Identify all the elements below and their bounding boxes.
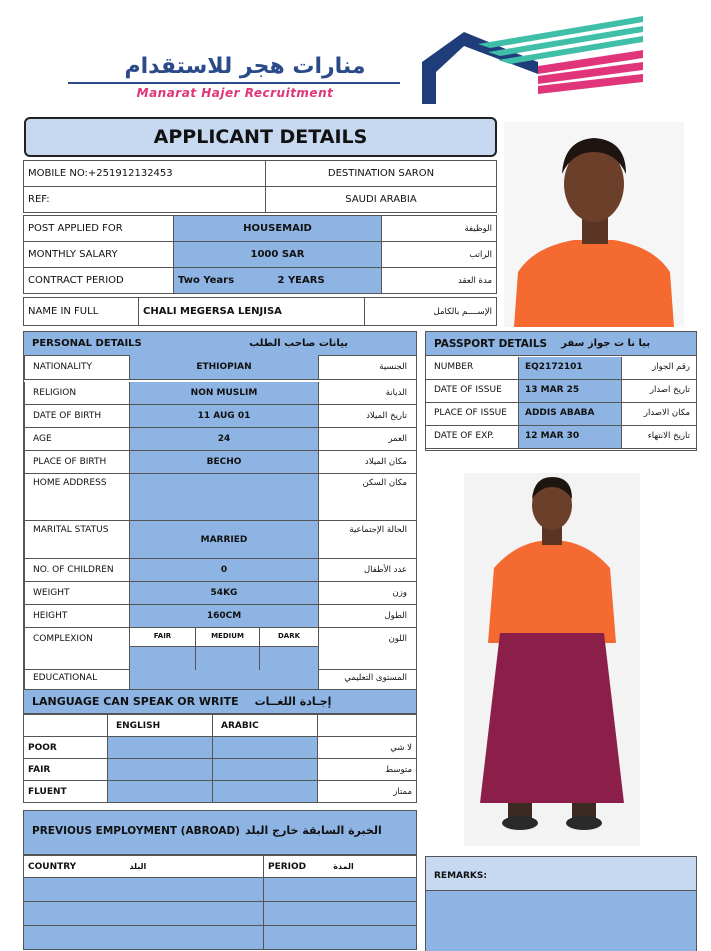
ref-number: REF: xyxy=(24,187,266,213)
passport-header xyxy=(426,332,696,356)
language-level-poor: POOR xyxy=(24,737,108,759)
destination-country: SAUDI ARABIA xyxy=(266,187,497,213)
personal-row xyxy=(23,474,417,521)
name-table xyxy=(23,297,497,326)
passport-value: EQ2172101 xyxy=(518,357,622,379)
page-title-text: APPLICANT DETAILS xyxy=(153,126,368,148)
contract-value-years: 2 YEARS xyxy=(274,268,382,294)
passport-row xyxy=(425,357,697,380)
period-arabic: المدة xyxy=(333,861,354,871)
employment-row xyxy=(24,902,264,926)
personal-arabic: عدد الأطفال xyxy=(363,565,407,575)
complexion-medium-cell xyxy=(195,646,259,670)
house-roof-icon xyxy=(418,14,648,106)
logo xyxy=(60,14,700,106)
english-fluent-cell xyxy=(108,781,213,803)
personal-row xyxy=(23,559,417,582)
personal-label: NATIONALITY xyxy=(24,355,129,379)
personal-arabic: الديانة xyxy=(385,388,407,398)
page-title xyxy=(24,117,497,157)
post-arabic: الوظيفة xyxy=(382,216,497,242)
personal-label: WEIGHT xyxy=(24,582,129,604)
personal-label: NO. OF CHILDREN xyxy=(24,559,129,581)
language-corner xyxy=(24,715,108,737)
logo-arabic-text: منارات هجر للاستقدام xyxy=(124,54,366,79)
personal-value: 54KG xyxy=(129,582,319,604)
country-arabic: البلد xyxy=(129,861,147,871)
employment-row xyxy=(24,878,264,902)
name-label: NAME IN FULL xyxy=(24,298,139,326)
passport-header-arabic: بيا نا ت جواز سفر xyxy=(561,338,651,349)
personal-arabic: الجنسية xyxy=(379,362,407,372)
passport-value: ADDIS ABABA xyxy=(518,403,622,425)
personal-row xyxy=(23,355,417,380)
employment-header xyxy=(23,810,417,855)
personal-label: RELIGION xyxy=(24,382,129,404)
personal-label: HEIGHT xyxy=(24,605,129,627)
english-fair-cell xyxy=(108,759,213,781)
english-poor-cell xyxy=(108,737,213,759)
passport-label: PLACE OF ISSUE xyxy=(434,408,507,418)
complexion-dark: DARK xyxy=(259,628,319,646)
top-info-table xyxy=(23,160,497,213)
period-label: PERIOD xyxy=(268,861,307,872)
personal-value: BECHO xyxy=(129,451,319,473)
personal-arabic: تاريخ الميلاد xyxy=(366,411,407,421)
salary-value: 1000 SAR xyxy=(174,242,382,268)
remarks-label: REMARKS: xyxy=(434,871,487,881)
english-header: ENGLISH xyxy=(108,715,213,737)
arabic-header: ARABIC xyxy=(213,715,318,737)
employment-row xyxy=(24,926,264,950)
remarks-label-row xyxy=(426,857,696,891)
personal-label: AGE xyxy=(24,428,129,450)
complexion-arabic: اللون xyxy=(388,634,407,644)
contract-value-words: Two Years xyxy=(174,268,274,294)
arabic-fluent-cell xyxy=(213,781,318,803)
destination: DESTINATION SARON xyxy=(266,161,497,187)
passport-arabic: مكان الاصدار xyxy=(643,408,690,418)
country-header xyxy=(24,856,264,878)
language-level-fluent: FLUENT xyxy=(24,781,108,803)
educational-label: EDUCATIONAL xyxy=(24,670,129,689)
passport-value: 12 MAR 30 xyxy=(518,426,622,448)
language-level-fair: FAIR xyxy=(24,759,108,781)
personal-row xyxy=(23,582,417,605)
educational-arabic: المستوى التعليمي xyxy=(344,673,407,683)
employment-row-period xyxy=(264,926,417,950)
personal-row xyxy=(23,605,417,628)
passport-arabic: تاريخ اصدار xyxy=(649,385,690,395)
language-table xyxy=(23,714,417,803)
language-level-fair-arabic: متوسط xyxy=(318,759,417,781)
personal-arabic: وزن xyxy=(392,588,407,598)
personal-value: 160CM xyxy=(129,605,319,627)
employment-header-arabic: الخبرة السابقة خارج البلد xyxy=(245,824,382,837)
post-label: POST APPLIED FOR xyxy=(24,216,174,242)
language-header-text: LANGUAGE CAN SPEAK OR WRITE xyxy=(32,695,239,708)
country-label: COUNTRY xyxy=(28,861,77,872)
passport-header-text: PASSPORT DETAILS xyxy=(434,337,548,350)
personal-label: PLACE OF BIRTH xyxy=(24,451,129,473)
personal-header-arabic: بيانات صاحب الطلب xyxy=(249,338,348,349)
employment-header-text: PREVIOUS EMPLOYMENT (ABROAD) xyxy=(32,825,240,837)
personal-value: 0 xyxy=(129,559,319,581)
remarks-content xyxy=(426,891,696,951)
passport-row xyxy=(425,426,697,449)
personal-arabic: الطول xyxy=(384,611,407,621)
personal-label: DATE OF BIRTH xyxy=(24,405,129,427)
contract-arabic: مدة العقد xyxy=(382,268,497,294)
job-table xyxy=(23,215,497,294)
personal-value: NON MUSLIM xyxy=(129,382,319,404)
personal-label: MARITAL STATUS xyxy=(24,521,129,558)
salary-label: MONTHLY SALARY xyxy=(24,242,174,268)
salary-arabic: الراتب xyxy=(382,242,497,268)
passport-label: DATE OF EXP. xyxy=(434,431,495,441)
language-level-fluent-arabic: ممتاز xyxy=(318,781,417,803)
arabic-fair-cell xyxy=(213,759,318,781)
complexion-dark-cell xyxy=(259,646,319,670)
educational-value xyxy=(129,670,319,689)
logo-underline xyxy=(68,82,400,84)
passport-row xyxy=(425,403,697,426)
passport-arabic: رقم الجواز xyxy=(652,362,690,372)
personal-value: MARRIED xyxy=(129,521,319,558)
complexion-fair: FAIR xyxy=(129,628,195,646)
personal-arabic: مكان الميلاد xyxy=(364,457,407,467)
remarks-box xyxy=(425,856,697,951)
contract-label: CONTRACT PERIOD xyxy=(24,268,174,294)
personal-row xyxy=(23,382,417,405)
language-header xyxy=(23,689,417,714)
arabic-poor-cell xyxy=(213,737,318,759)
educational-row xyxy=(23,670,417,689)
passport-arabic: تاريخ الانتهاء xyxy=(647,431,690,441)
passport-label: NUMBER xyxy=(434,362,474,372)
passport-label: DATE OF ISSUE xyxy=(434,385,502,395)
applicant-portrait-photo xyxy=(504,122,684,327)
employment-row-period xyxy=(264,902,417,926)
personal-row xyxy=(23,405,417,428)
personal-arabic: مكان السكن xyxy=(362,478,407,488)
mobile-number: MOBILE NO:+251912132453 xyxy=(24,161,266,187)
passport-row xyxy=(425,380,697,403)
language-header-arabic: إجـادة اللغــات xyxy=(254,695,332,708)
personal-row xyxy=(23,451,417,474)
employment-row-period xyxy=(264,878,417,902)
personal-value: ETHIOPIAN xyxy=(129,355,319,379)
employment-table xyxy=(23,855,417,950)
name-arabic: الإســــم بالكامل xyxy=(365,298,497,326)
complexion-label: COMPLEXION xyxy=(24,628,129,669)
personal-label: HOME ADDRESS xyxy=(24,474,129,520)
personal-row xyxy=(23,521,417,559)
period-header xyxy=(264,856,417,878)
personal-value: 24 xyxy=(129,428,319,450)
personal-arabic: الحالة الإجتماعية xyxy=(349,525,407,535)
complexion-medium: MEDIUM xyxy=(195,628,259,646)
personal-value xyxy=(129,474,319,520)
personal-header-text: PERSONAL DETAILS xyxy=(32,338,142,349)
passport-value: 13 MAR 25 xyxy=(518,380,622,402)
personal-value: 11 AUG 01 xyxy=(129,405,319,427)
applicant-full-body-photo xyxy=(464,473,640,846)
language-corner-right xyxy=(318,715,417,737)
personal-arabic: العمر xyxy=(388,434,407,444)
full-name: CHALI MEGERSA LENJISA xyxy=(139,298,365,326)
personal-header xyxy=(24,332,416,356)
logo-english-text: Manarat Hajer Recruitment xyxy=(136,86,334,100)
post-value: HOUSEMAID xyxy=(174,216,382,242)
language-level-poor-arabic: لا شي xyxy=(318,737,417,759)
complexion-fair-cell xyxy=(129,646,195,670)
complexion-row xyxy=(23,628,417,670)
personal-row xyxy=(23,428,417,451)
